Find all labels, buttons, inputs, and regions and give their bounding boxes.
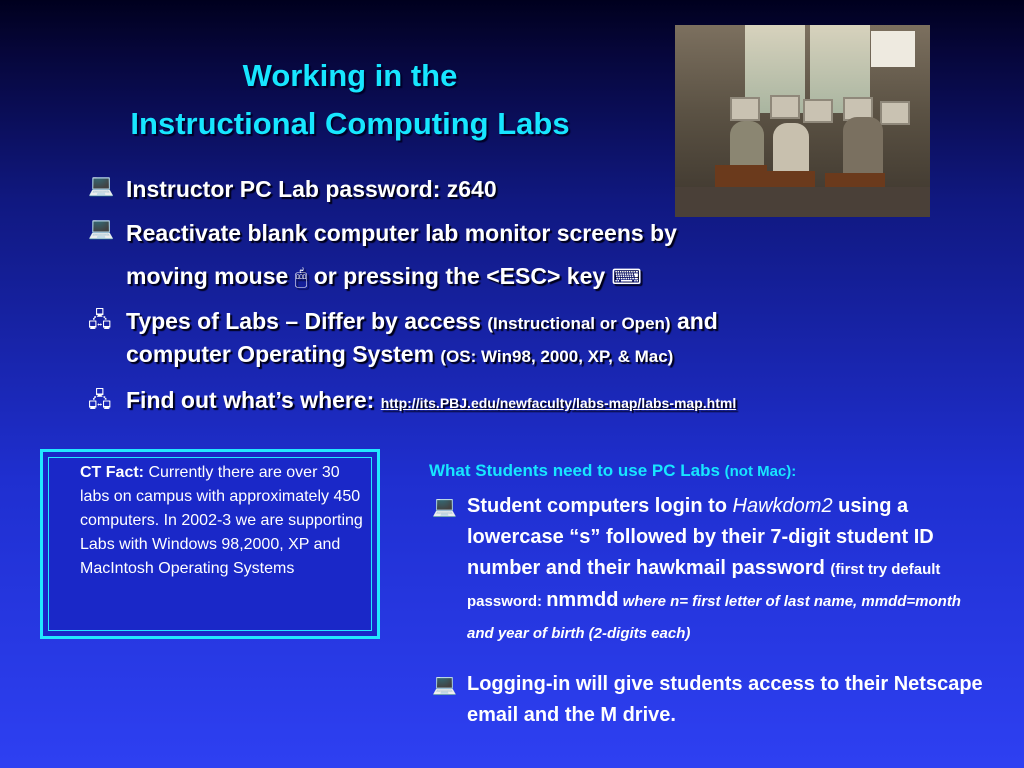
title-line-1: Working in the	[242, 58, 458, 93]
bullet-password: Instructor PC Lab password: z640	[126, 176, 497, 202]
ct-fact-box	[40, 449, 380, 639]
keyboard-icon: ⌨	[611, 266, 642, 289]
default-password-note: (first try default password:	[467, 561, 941, 610]
labs-map-link[interactable]: http://its.PBJ.edu/newfaculty/labs-map/labs-map.html	[380, 395, 737, 411]
student-login-paragraph	[467, 491, 987, 648]
ct-fact-text	[80, 461, 370, 581]
not-mac-text: (not Mac):	[724, 463, 797, 480]
network-icon: 🖧	[88, 309, 112, 332]
and-text: and	[670, 308, 718, 334]
types-of-labs-text: Types of Labs – Differ by access	[126, 308, 488, 334]
title-line-2: Instructional Computing Labs	[130, 106, 570, 141]
hawkdom-text: Hawkdom2	[732, 495, 833, 517]
login-details-text: using a lowercase “s” followed by their 7-digit student ID number and their hawkmail password	[467, 495, 934, 579]
os-text: computer Operating System	[126, 341, 441, 367]
slide-title	[40, 52, 660, 148]
computer-icon: 💻	[88, 217, 115, 240]
computer-lab-photo	[675, 25, 930, 217]
computer-icon: 💻	[88, 174, 115, 197]
bullet-reactivate-line1: Reactivate blank computer lab monitor screens by	[126, 220, 677, 246]
bullet-reactivate-line2	[126, 263, 642, 290]
find-out-text: Find out what’s where:	[126, 387, 381, 413]
nmmdd-text: nmmdd	[546, 589, 619, 611]
password-format-note: where n= first letter of last name, mmdd=month and year of birth (2-digits each)	[467, 593, 961, 642]
network-icon: 🖧	[88, 389, 112, 412]
bullet-types-line2	[126, 341, 673, 368]
os-list-text: (OS: Win98, 2000, XP, & Mac)	[440, 347, 674, 366]
moving-mouse-text: moving mouse	[126, 263, 289, 289]
login-text: Student computers login to	[467, 495, 733, 517]
students-heading	[429, 461, 796, 481]
mouse-icon: 🖱	[294, 266, 308, 289]
bullet-find-out	[126, 387, 736, 414]
computer-icon: 💻	[432, 496, 457, 518]
student-access-paragraph: Logging-in will give students access to their Netscape email and the M drive.	[467, 673, 983, 726]
ct-fact-body: Currently there are over 30 labs on campus with approximately 450 computers. In 2002-3 we are supporting Labs with Windows 98,2000, XP and MacIntosh Operating Systems	[80, 464, 363, 577]
computer-icon: 💻	[432, 674, 457, 696]
access-types-text: (Instructional or Open)	[487, 314, 671, 333]
bullet-types-line1	[126, 308, 718, 335]
esc-key-text: or pressing the <ESC> key	[313, 263, 606, 289]
lab-sign	[871, 31, 915, 67]
students-heading-text: What Students need to use PC Labs	[429, 461, 725, 480]
ct-fact-label: CT Fact:	[80, 464, 144, 481]
